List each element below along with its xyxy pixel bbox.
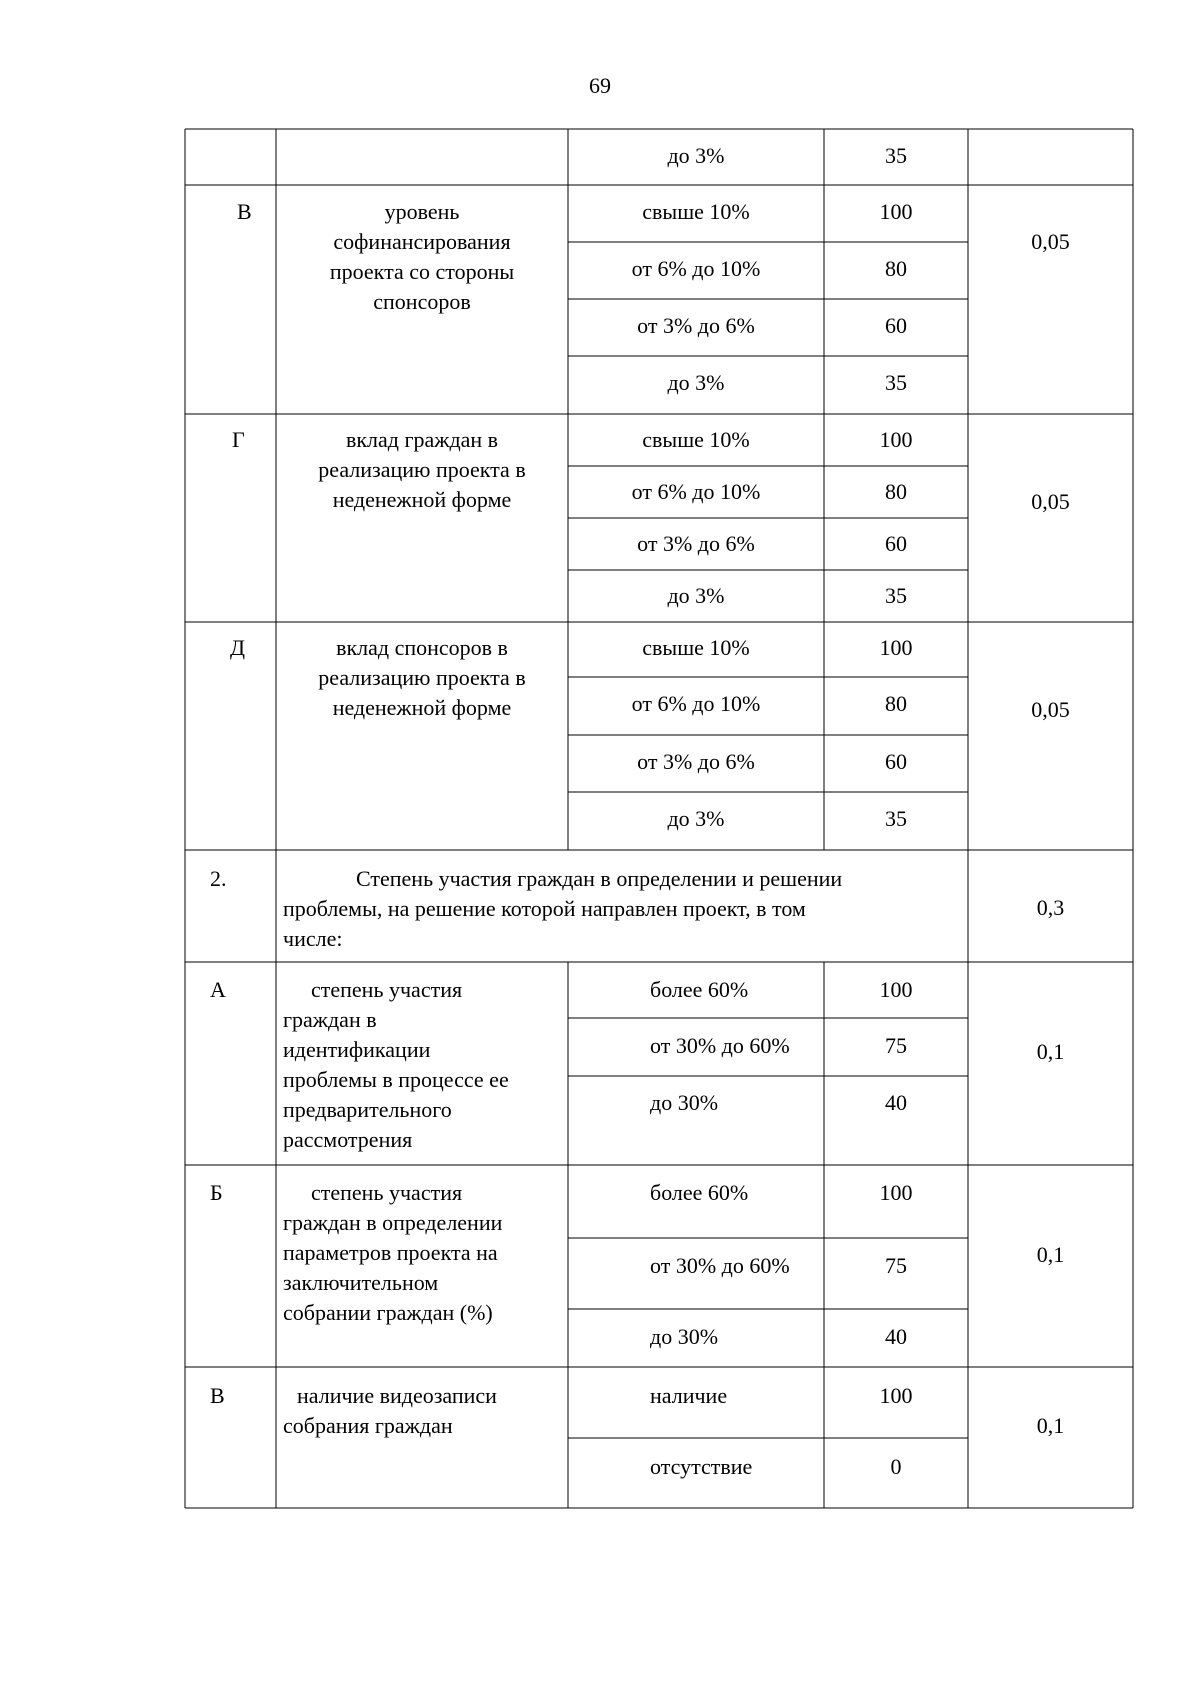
score-cell: 35 [885,370,907,395]
weight-cell: 0,05 [1031,697,1070,722]
score-cell: 75 [885,1033,907,1058]
criterion-line: неденежной форме [332,695,512,720]
section-line: Степень участия граждан в определении и решении [356,866,843,891]
weight-cell: 0,05 [1031,489,1070,514]
score-cell: 100 [879,1383,913,1408]
criterion-line: проблемы в процессе ее [283,1067,509,1092]
weight-cell: 0,3 [1036,895,1065,920]
option-cell: до 3% [667,583,725,608]
score-cell: 60 [885,313,907,338]
row-label: Г [232,427,245,452]
option-cell: отсутствие [650,1454,753,1479]
criterion-line: граждан в определении [283,1210,503,1235]
option-cell: до 30% [650,1324,719,1349]
row-label: А [210,977,226,1002]
option-cell: от 30% до 60% [650,1033,790,1058]
option-cell: свыше 10% [642,199,750,224]
section-line: числе: [283,926,343,951]
criterion-line: уровень [384,199,460,224]
weight-cell: 0,1 [1036,1413,1065,1438]
option-cell: более 60% [650,977,749,1002]
criterion-line: параметров проекта на [283,1240,498,1265]
option-cell: наличие [650,1383,728,1408]
criterion-line: реализацию проекта в [318,457,526,482]
criterion-line: неденежной форме [332,487,512,512]
criterion-line: вклад граждан в [345,427,499,452]
section-line: проблемы, на решение которой направлен проект, в том [283,896,806,921]
option-cell: до 30% [650,1090,719,1115]
criterion-line: собрания граждан [283,1413,453,1438]
score-cell: 100 [879,635,913,660]
criterion-line: проекта со стороны [329,259,515,284]
score-cell: 100 [879,199,913,224]
criterion-line: спонсоров [373,289,471,314]
weight-cell: 0,1 [1036,1242,1065,1267]
option-cell: свыше 10% [642,427,750,452]
option-cell: до 3% [667,143,725,168]
score-cell: 100 [879,977,913,1002]
row-label: Б [210,1180,223,1205]
row-label: В [210,1383,225,1408]
score-cell: 40 [885,1090,907,1115]
row-label: В [237,199,252,224]
score-cell: 75 [885,1253,907,1278]
criterion-line: заключительном [283,1270,439,1295]
score-cell: 100 [879,427,913,452]
score-cell: 35 [885,583,907,608]
score-cell: 35 [885,143,907,168]
criterion-line: степень участия [311,1180,463,1205]
weight-cell: 0,05 [1031,229,1070,254]
criterion-line: вклад спонсоров в [336,635,508,660]
criterion-line: степень участия [311,977,463,1002]
criterion-line: рассмотрения [283,1127,413,1152]
option-cell: от 6% до 10% [631,691,761,716]
option-cell: от 6% до 10% [631,256,761,281]
criterion-line: предварительного [283,1097,452,1122]
criterion-line: граждан в [283,1007,377,1032]
criterion-line: собрании граждан (%) [283,1300,493,1325]
option-cell: от 6% до 10% [631,479,761,504]
weight-cell: 0,1 [1036,1039,1065,1064]
page-number: 69 [589,73,611,98]
score-cell: 100 [879,1180,913,1205]
row-label: Д [230,635,246,660]
option-cell: свыше 10% [642,635,750,660]
score-cell: 80 [885,691,907,716]
score-cell: 40 [885,1324,907,1349]
option-cell: от 3% до 6% [637,531,755,556]
section-number: 2. [210,866,227,891]
criterion-line: идентификации [283,1037,431,1062]
score-cell: 60 [885,531,907,556]
option-cell: от 30% до 60% [650,1253,790,1278]
option-cell: от 3% до 6% [637,749,755,774]
score-cell: 80 [885,256,907,281]
criterion-line: наличие видеозаписи [297,1383,497,1408]
option-cell: до 3% [667,370,725,395]
score-cell: 35 [885,806,907,831]
score-cell: 60 [885,749,907,774]
option-cell: от 3% до 6% [637,313,755,338]
option-cell: более 60% [650,1180,749,1205]
criterion-line: софинансирования [333,229,511,254]
score-cell: 0 [890,1454,902,1479]
criterion-line: реализацию проекта в [318,665,526,690]
score-cell: 80 [885,479,907,504]
option-cell: до 3% [667,806,725,831]
